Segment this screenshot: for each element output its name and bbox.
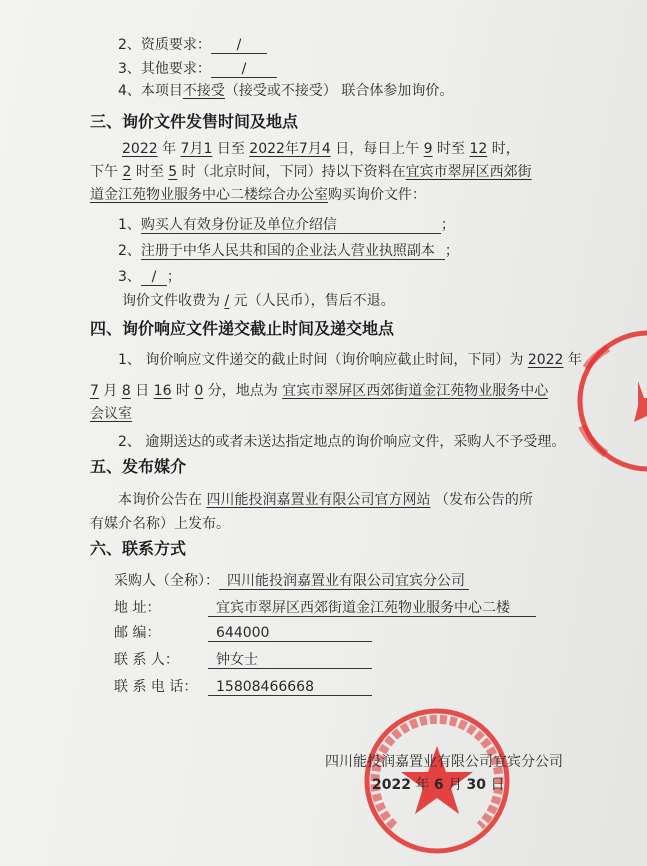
s4-line-4: 2、 逾期送达的或者未送达指定地点的询价响应文件，采购人不予受理。 xyxy=(118,434,566,450)
s5-line-1: 本询价公告在 四川能投润嘉置业有限公司官方网站 （发布公告的所 xyxy=(118,492,533,508)
s4-line-3: 会议室 xyxy=(90,406,132,422)
section-4-heading: 四、询价响应文件递交截止时间及递交地点 xyxy=(90,319,395,338)
item-qualification: 2、资质要求： / xyxy=(118,36,267,54)
section-3-heading: 三、询价文件发售时间及地点 xyxy=(90,112,299,131)
item-other: 3、其他要求： / xyxy=(118,60,277,78)
s3-line-2: 下午 2 时至 5 时（北京时间，下同）持以下资料在宜宾市翠屏区西郊街 xyxy=(90,164,532,180)
s3-item-2: 2、注册于中华人民共和国的企业法人营业执照副本 ； xyxy=(118,243,459,259)
s5-line-2: 有媒介名称）上发布。 xyxy=(90,516,230,532)
contact-phone: 联 系 电 话： 15808466668 xyxy=(114,678,372,696)
signature-date: 2022 年 6 月 30 日 xyxy=(372,777,505,793)
contact-address: 地 址： 宜宾市翠屏区西郊街道金江苑物业服务中心二楼 xyxy=(114,599,536,617)
partial-seal-stamp xyxy=(568,326,647,476)
section-5-heading: 五、发布媒介 xyxy=(90,457,187,476)
section-6-heading: 六、联系方式 xyxy=(90,539,187,558)
s3-fee: 询价文件收费为 / 元（人民币），售后不退。 xyxy=(122,293,395,309)
s4-line-2: 7 月 8 日 16 时 0 分，地点为 宜宾市翠屏区西郊街道金江苑物业服务中心 xyxy=(90,383,549,399)
s3-line-1: 2022 年 7月1 日至 2022年7月4 日，每日上午 9 时至 12 时， xyxy=(122,141,520,157)
s3-item-3: 3、 / ； xyxy=(118,269,181,285)
s4-line-1: 1、 询价响应文件递交的截止时间（询价响应截止时间，下同）为 2022 年 xyxy=(118,352,582,368)
contact-buyer: 采购人（全称）： 四川能投润嘉置业有限公司宜宾分公司 xyxy=(114,572,469,590)
contact-postcode: 邮 编： 644000 xyxy=(114,624,372,642)
signature-company: 四川能投润嘉置业有限公司宜宾分公司 xyxy=(325,754,563,770)
s3-item-1: 1、购买人有效身份证及单位介绍信 ； xyxy=(118,217,455,233)
contact-person: 联 系 人： 钟女士 xyxy=(114,651,372,669)
s3-line-3: 道金江苑物业服务中心二楼综合办公室购买询价文件： xyxy=(90,187,426,203)
item-joint: 4、本项目不接受（接受或不接受） 联合体参加询价。 xyxy=(118,83,454,99)
